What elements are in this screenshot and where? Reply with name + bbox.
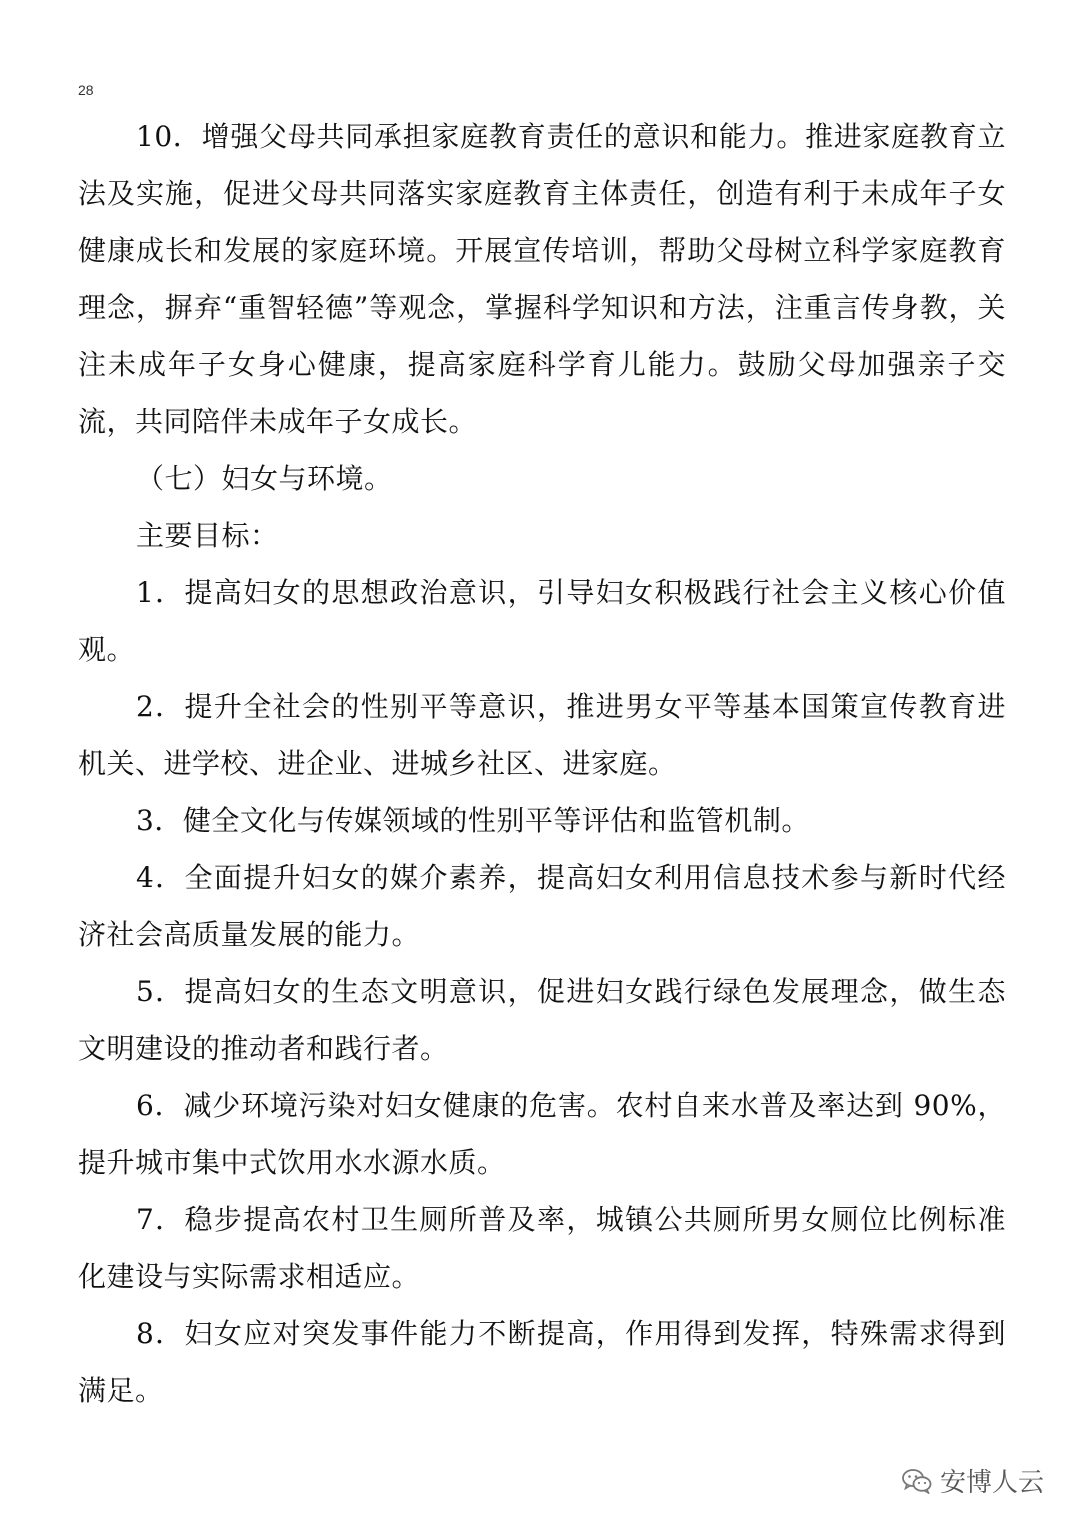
watermark-text: 安博人云 bbox=[940, 1468, 1045, 1498]
main-goals-heading: 主要目标： bbox=[136, 519, 279, 552]
goal-item-7: 7．稳步提高农村卫生厕所普及率，城镇公共厕所男女厕位比例标准化建设与实际需求相适应。 bbox=[78, 1203, 1006, 1293]
goal-item-6: 6．减少环境污染对妇女健康的危害。农村自来水普及率达到 90%，提升城市集中式饮用水水源水质。 bbox=[78, 1089, 1006, 1179]
wechat-icon bbox=[902, 1468, 932, 1494]
watermark bbox=[902, 1462, 1044, 1499]
goal-item-1: 1．提高妇女的思想政治意识，引导妇女积极践行社会主义核心价值观。 bbox=[78, 576, 1006, 666]
goal-item-4: 4．全面提升妇女的媒介素养，提高妇女利用信息技术参与新时代经济社会高质量发展的能力。 bbox=[78, 861, 1006, 951]
goal-item-8: 8．妇女应对突发事件能力不断提高，作用得到发挥，特殊需求得到满足。 bbox=[78, 1317, 1006, 1407]
goal-item-5: 5．提高妇女的生态文明意识，促进妇女践行绿色发展理念，做生态文明建设的推动者和践行者。 bbox=[78, 975, 1006, 1065]
section-heading: （七）妇女与环境。 bbox=[136, 462, 393, 495]
page-number: 28 bbox=[78, 82, 94, 98]
goal-item-2: 2．提升全社会的性别平等意识，推进男女平等基本国策宣传教育进机关、进学校、进企业、进城乡社区、进家庭。 bbox=[78, 690, 1006, 780]
goal-item-3: 3．健全文化与传媒领域的性别平等评估和监管机制。 bbox=[136, 804, 810, 837]
paragraph-item-10: 10．增强父母共同承担家庭教育责任的意识和能力。推进家庭教育立法及实施，促进父母共同落实家庭教育主体责任，创造有利于未成年子女健康成长和发展的家庭环境。开展宣传培训，帮助父母树立科学家庭教育理念，摒弃“重智轻德”等观念，掌握科学知识和方法，注重言传身教，关注未成年子女身心健康，提高家庭科学育儿能力。鼓励父母加强亲子交流，共同陪伴未成年子女成长。 bbox=[78, 120, 1006, 438]
document-body bbox=[78, 108, 1006, 1419]
